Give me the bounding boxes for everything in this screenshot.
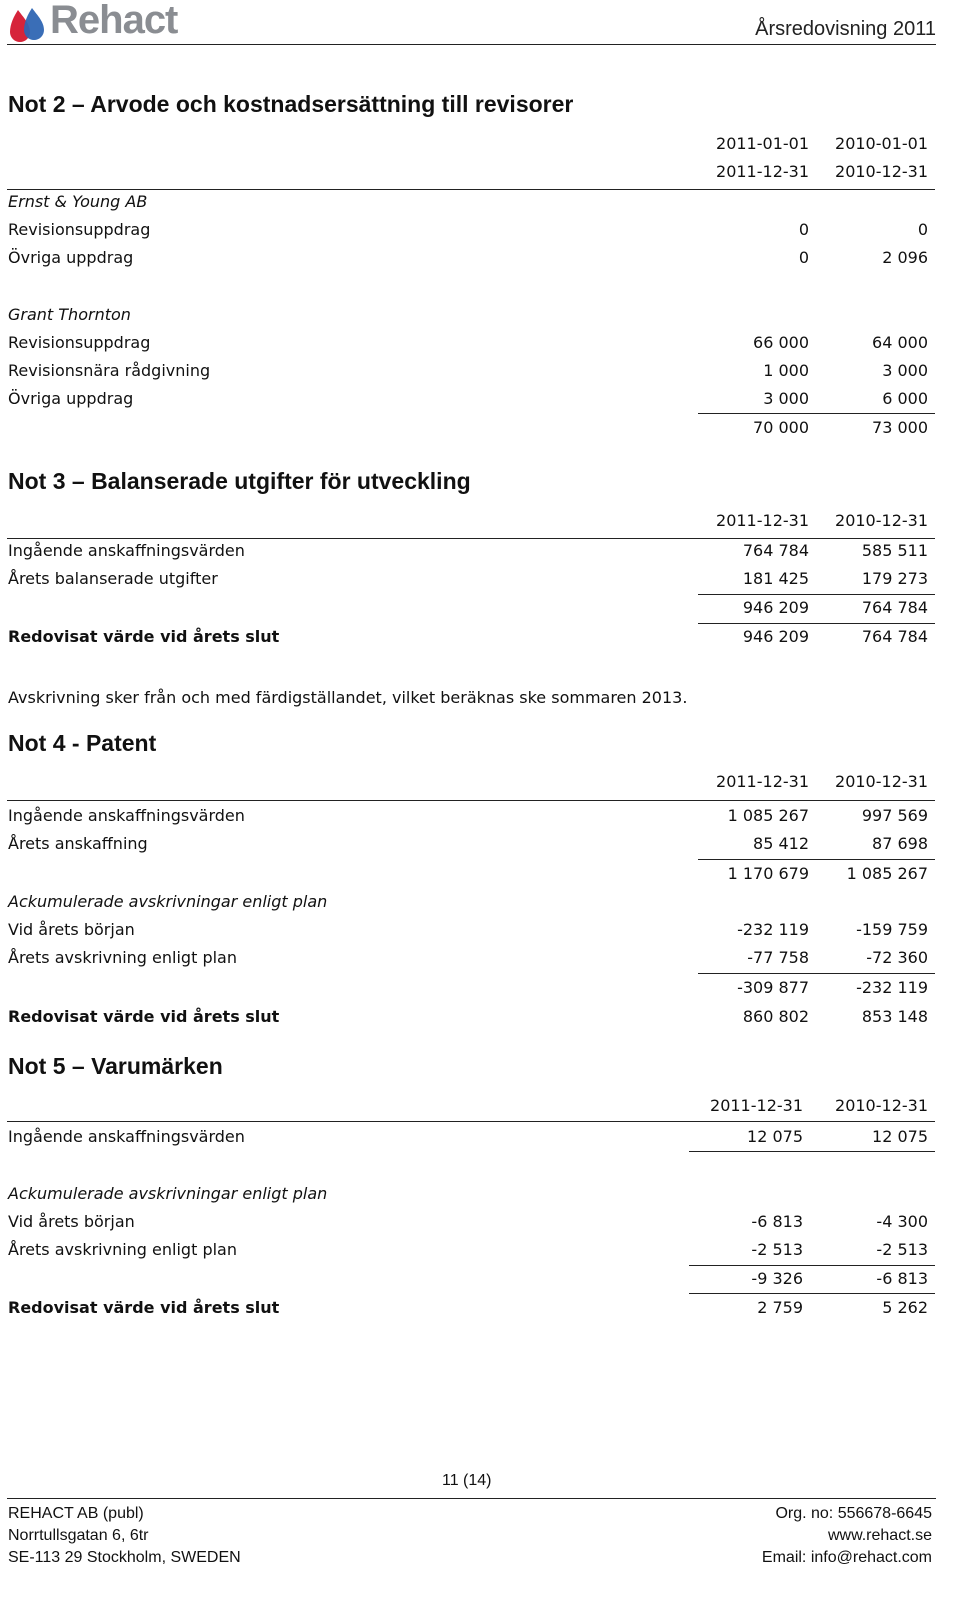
footer-contact xyxy=(762,1503,932,1569)
footer-orgno: Org. no: 556678-6645 xyxy=(775,1505,932,1522)
note5-acc-subtotal-row: -9 326 -6 813 xyxy=(751,1269,928,1288)
period-2011-start: 2011-01-01 xyxy=(716,134,809,153)
note5-column-header: 2011-12-31 2010-12-31 xyxy=(710,1096,928,1115)
table-row: Årets balanserade utgifter 181 425 179 273 xyxy=(8,569,928,588)
firm-heading-ey: Ernst & Young AB xyxy=(8,192,148,211)
note4-subtotal-rule xyxy=(698,859,935,860)
note5-row-rule xyxy=(689,1151,935,1152)
note3-heading: Not 3 – Balanserade utgifter för utveckling xyxy=(8,468,471,494)
note5-final-rule xyxy=(689,1293,935,1294)
note2-heading: Not 2 – Arvode och kostnadsersättning till revisorer xyxy=(8,91,574,117)
note4-final-row: Redovisat värde vid årets slut 860 802 853 148 xyxy=(8,1007,928,1026)
table-row: Ingående anskaffningsvärden 12 075 12 075 xyxy=(8,1127,928,1146)
note2-period-start-row xyxy=(8,132,928,156)
table-row: Årets avskrivning enligt plan -2 513 -2 513 xyxy=(8,1240,928,1259)
page-number: 11 (14) xyxy=(442,1472,492,1489)
period-2010-end: 2010-12-31 xyxy=(835,162,928,181)
footer-divider xyxy=(7,1498,936,1499)
footer-street: Norrtullsgatan 6, 6tr xyxy=(8,1527,149,1544)
period-2010-start: 2010-01-01 xyxy=(835,134,928,153)
note2-period-end-row xyxy=(8,160,928,184)
footer-website-link[interactable]: www.rehact.se xyxy=(827,1527,932,1544)
note4-acc-subtotal-rule xyxy=(698,973,935,974)
footer-company: REHACT AB (publ) xyxy=(8,1505,144,1522)
table-row: Årets anskaffning 85 412 87 698 xyxy=(8,834,928,853)
note2-total-row: 70 000 73 000 xyxy=(753,418,928,437)
note3-final-rule xyxy=(698,623,935,624)
note5-header-rule xyxy=(7,1121,935,1122)
note3-column-header: 2011-12-31 2010-12-31 xyxy=(716,511,928,530)
company-logo xyxy=(10,2,210,44)
table-row: Ingående anskaffningsvärden 1 085 267 997 569 xyxy=(8,806,928,825)
note3-subtotal-row: 946 209 764 784 xyxy=(742,598,928,617)
firm-heading-gt: Grant Thornton xyxy=(8,305,131,324)
note5-heading: Not 5 – Varumärken xyxy=(8,1053,223,1079)
footer-city: SE-113 29 Stockholm, SWEDEN xyxy=(8,1549,241,1566)
table-row: Vid årets början -232 119 -159 759 xyxy=(8,920,928,939)
table-row: Övriga uppdrag 0 2 096 xyxy=(8,248,928,267)
note3-remark: Avskrivning sker från och med färdigställandet, vilket beräknas ske sommaren 2013. xyxy=(8,688,688,707)
table-row: Revisionsuppdrag 66 000 64 000 xyxy=(8,333,928,352)
note4-subtotal-row: 1 170 679 1 085 267 xyxy=(727,864,928,883)
note5-acc-subtotal-rule xyxy=(689,1265,935,1266)
report-title: Årsredovisning 2011 xyxy=(755,18,936,40)
note2-total-rule xyxy=(698,413,935,414)
note5-acc-heading: Ackumulerade avskrivningar enligt plan xyxy=(8,1184,328,1203)
header-divider xyxy=(7,44,936,45)
table-row: Ingående anskaffningsvärden 764 784 585 511 xyxy=(8,541,928,560)
footer-address xyxy=(8,1503,241,1569)
period-2011-end: 2011-12-31 xyxy=(716,162,809,181)
note4-column-header: 2011-12-31 2010-12-31 xyxy=(716,772,928,791)
table-row: Revisionsuppdrag 0 0 xyxy=(8,220,928,239)
table-row: Revisionsnära rådgivning 1 000 3 000 xyxy=(8,361,928,380)
footer-email-link[interactable]: Email: info@rehact.com xyxy=(761,1549,932,1566)
note4-header-rule xyxy=(7,800,935,801)
note4-acc-subtotal-row: -309 877 -232 119 xyxy=(737,978,928,997)
note5-final-row: Redovisat värde vid årets slut 2 759 5 262 xyxy=(8,1298,928,1317)
note4-heading: Not 4 - Patent xyxy=(8,730,157,756)
table-row: Övriga uppdrag 3 000 6 000 xyxy=(8,389,928,408)
logo-wordmark: Rehact xyxy=(50,0,178,42)
table-row: Vid årets början -6 813 -4 300 xyxy=(8,1212,928,1231)
note4-acc-heading: Ackumulerade avskrivningar enligt plan xyxy=(8,892,328,911)
note3-subtotal-rule xyxy=(698,594,935,595)
table-row: Årets avskrivning enligt plan -77 758 -72 360 xyxy=(8,948,928,967)
drop-logo-icon xyxy=(10,4,50,44)
note3-final-row: Redovisat värde vid årets slut 946 209 764 784 xyxy=(8,627,928,646)
